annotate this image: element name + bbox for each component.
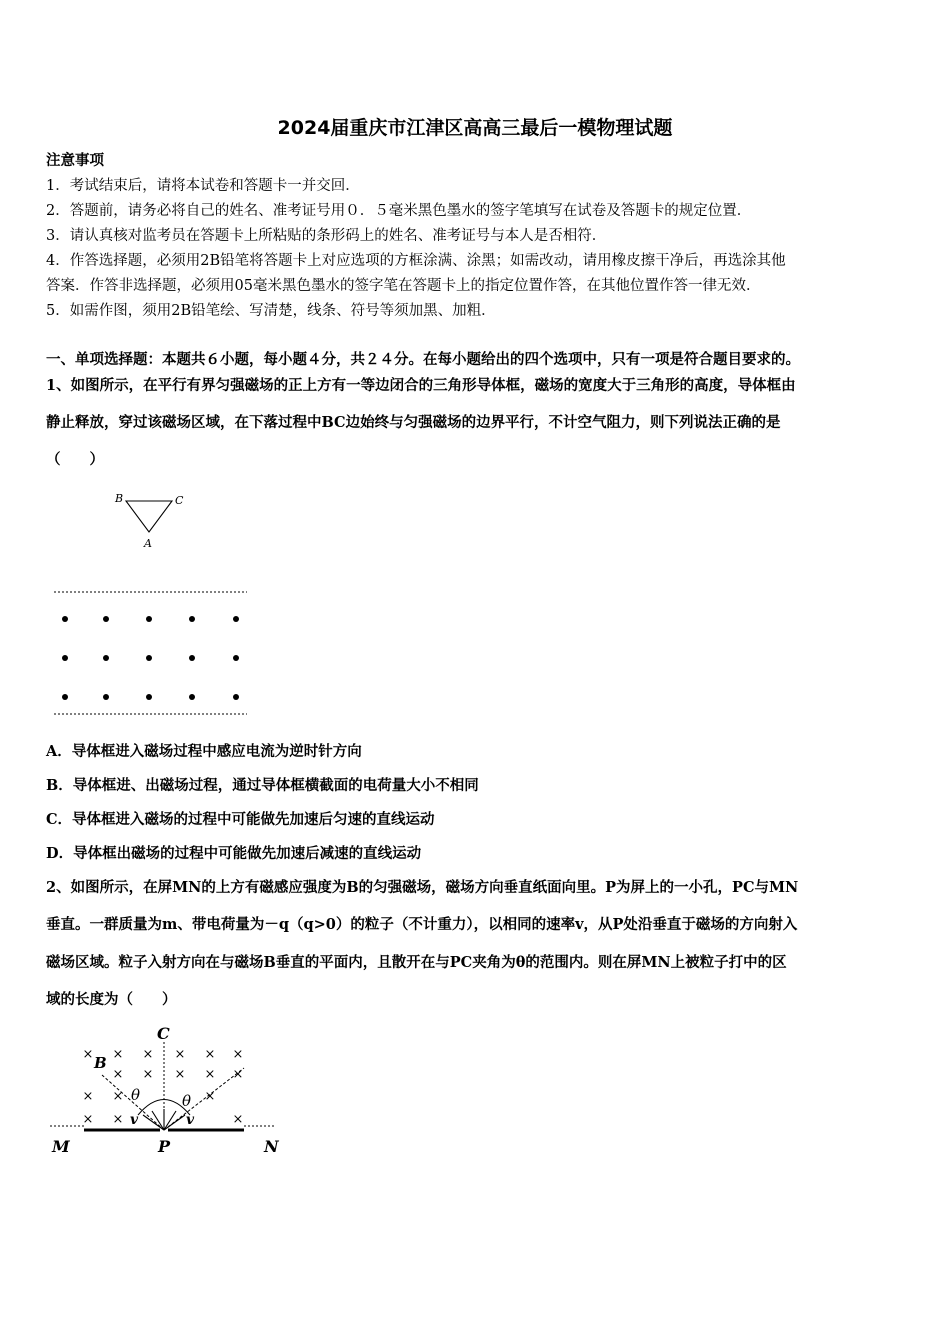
svg-text:×: × [112, 1112, 124, 1127]
svg-text:×: × [82, 1112, 94, 1127]
page-title: 2024届重庆市江津区高高三最后一模物理试题 [277, 117, 673, 139]
svg-text:×: × [112, 1089, 124, 1104]
label-M: M [52, 1137, 70, 1156]
svg-text:×: × [204, 1047, 216, 1062]
svg-text:×: × [232, 1067, 244, 1082]
q1-text: 1、如图所示，在平行有界匀强磁场的正上方有一等边闭合的三角形导体框，磁场的宽度大于三角形的高度，导体框由 [46, 377, 796, 394]
svg-text:×: × [142, 1047, 154, 1062]
svg-text:×: × [204, 1067, 216, 1082]
svg-text:×: × [82, 1089, 94, 1104]
notice-item: 1．考试结束后，请将本试卷和答题卡一并交回． [46, 178, 360, 194]
svg-text:×: × [232, 1047, 244, 1062]
label-theta-right: θ [182, 1092, 192, 1110]
label-v-right: v [186, 1112, 195, 1128]
notice-item: 3．请认真核对监考员在答题卡上所粘贴的条形码上的姓名、准考证号与本人是否相符． [46, 228, 607, 244]
q1-text: 静止释放，穿过该磁场区域，在下落过程中BC边始终与匀强磁场的边界平行，不计空气阻力，则下列说法正确的是 [46, 414, 781, 431]
q1-option-c: C．导体框进入磁场的过程中可能做先加速后匀速的直线运动 [46, 811, 435, 828]
label-C: C [157, 1024, 170, 1043]
notice-item: 答案．作答非选择题，必须用05毫米黑色墨水的签字笔在答题卡上的指定位置作答，在其他位置作答一律无效． [46, 278, 761, 294]
svg-text:×: × [174, 1047, 186, 1062]
q2-text: 垂直。一群质量为m、带电荷量为－q（q>0）的粒子（不计重力），以相同的速率v，从P处沿垂直于磁场的方向射入 [46, 916, 798, 933]
svg-text:×: × [232, 1112, 244, 1127]
triangle-frame [126, 501, 172, 532]
q1-option-b: B．导体框进、出磁场过程，通过导体框横截面的电荷量大小不相同 [46, 777, 479, 794]
section-heading: 一、单项选择题：本题共６小题，每小题４分，共２４分。在每小题给出的四个选项中，只有一项是符合题目要求的。 [46, 351, 800, 368]
notice-heading: 注意事项 [46, 152, 104, 169]
label-N: N [264, 1137, 279, 1156]
q1-option-a: A．导体框进入磁场过程中感应电流为逆时针方向 [46, 743, 362, 760]
label-C: C [175, 494, 184, 507]
svg-text:×: × [82, 1047, 94, 1062]
q1-figure [40, 480, 270, 730]
label-P: P [158, 1137, 171, 1156]
label-B: B [94, 1054, 107, 1072]
label-A: A [144, 537, 152, 550]
notice-item: 4．作答选择题，必须用2B铅笔将答题卡上对应选项的方框涂满、涂黑；如需改动，请用橡皮擦干净后，再选涂其他 [46, 253, 786, 269]
notice-item: 5．如需作图，须用2B铅笔绘、写清楚，线条、符号等须加黑、加粗． [46, 303, 496, 319]
notice-item: 2．答题前，请务必将自己的姓名、准考证号用０．５毫米黑色墨水的签字笔填写在试卷及答题卡的规定位置． [46, 203, 752, 219]
svg-text:×: × [112, 1047, 124, 1062]
q1-option-d: D．导体框出磁场的过程中可能做先加速后减速的直线运动 [46, 845, 422, 862]
label-theta-left: θ [131, 1086, 141, 1104]
velocity-arrows [143, 1109, 185, 1130]
svg-text:×: × [112, 1067, 124, 1082]
svg-text:×: × [204, 1089, 216, 1104]
q2-text: 磁场区域。粒子入射方向在与磁场B垂直的平面内，且散开在与PC夹角为θ的范围内。则在屏MN上被粒子打中的区 [46, 954, 787, 971]
svg-text:×: × [174, 1067, 186, 1082]
svg-text:×: × [142, 1067, 154, 1082]
field-dots [62, 616, 239, 700]
label-B: B [115, 492, 124, 505]
q2-text: 域的长度为（ ） [46, 991, 177, 1008]
q1-text: （ ） [46, 451, 104, 468]
q2-text: 2、如图所示，在屏MN的上方有磁感应强度为B的匀强磁场，磁场方向垂直纸面向里。P为屏上的一小孔，PC与MN [46, 879, 799, 896]
label-v-left: v [130, 1112, 139, 1128]
q2-figure [40, 1020, 300, 1160]
